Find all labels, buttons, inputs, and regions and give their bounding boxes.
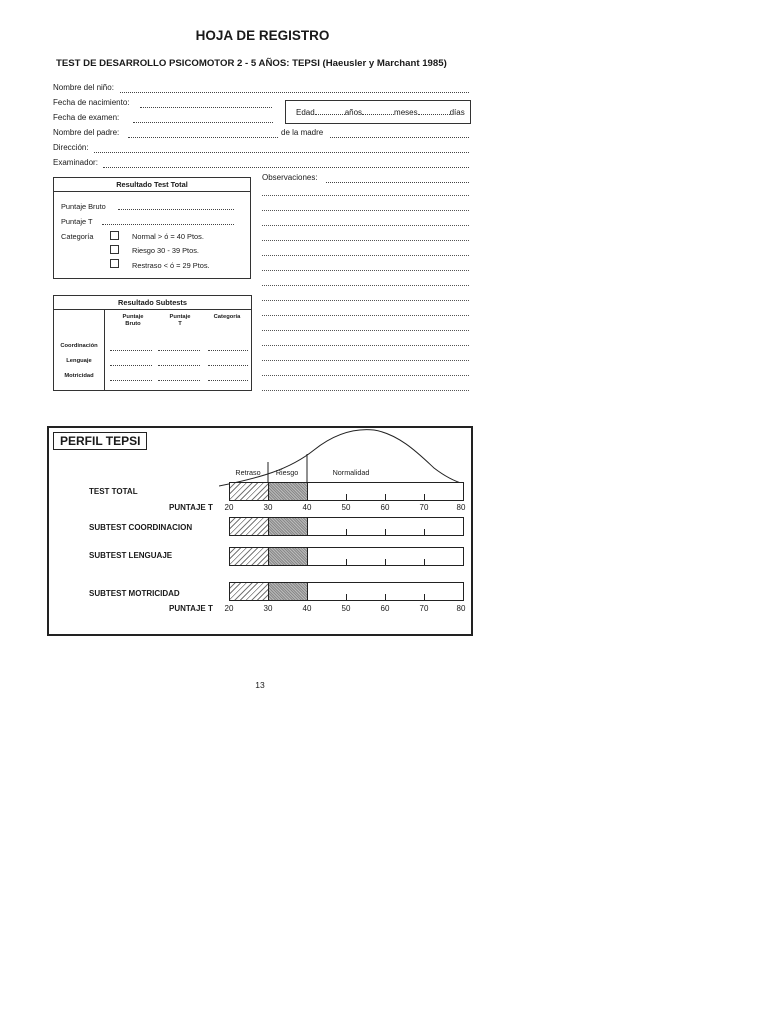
meses-label: meses xyxy=(394,108,418,117)
puntaje-bruto-line[interactable] xyxy=(118,201,234,210)
motricidad-t-line[interactable] xyxy=(158,372,200,381)
observaciones-line-6[interactable] xyxy=(262,269,469,271)
col-puntaje-t-line2: T xyxy=(178,321,182,327)
row-lenguaje-label: Lenguaje xyxy=(66,358,92,364)
record-sheet-page xyxy=(0,0,540,705)
bar-motricidad[interactable] xyxy=(229,582,464,601)
field-nombre-nino-label: Nombre del niño: xyxy=(53,83,114,92)
observaciones-line-13[interactable] xyxy=(262,374,469,376)
field-nombre-nino-line[interactable] xyxy=(120,84,469,93)
axis-bottom-60: 60 xyxy=(380,604,390,613)
axis-top-60: 60 xyxy=(380,503,390,512)
tick-50 xyxy=(346,594,347,600)
axis-bottom-80: 80 xyxy=(456,604,466,613)
perfil-tepsi-title: PERFIL TEPSI xyxy=(53,432,147,450)
observaciones-line-1[interactable] xyxy=(262,194,469,196)
motricidad-categoria-line[interactable] xyxy=(208,372,248,381)
lenguaje-categoria-line[interactable] xyxy=(208,357,248,366)
axis-top-50: 50 xyxy=(341,503,351,512)
field-nombre-padre-label: Nombre del padre: xyxy=(53,128,120,137)
page-subtitle: TEST DE DESARROLLO PSICOMOTOR 2 - 5 AÑOS: TEPSI (Haeusler y Marchant 1985) xyxy=(56,58,447,69)
anos-label: años xyxy=(344,108,363,117)
resultado-subtests-header: Resultado Subtests xyxy=(54,298,251,310)
edad-box xyxy=(285,100,471,124)
field-direccion-line[interactable] xyxy=(94,144,469,153)
axis-bottom-30: 30 xyxy=(263,604,273,613)
bar-coordinacion-riesgo xyxy=(269,518,308,535)
tick-60 xyxy=(385,494,386,500)
tick-50 xyxy=(346,494,347,500)
puntaje-bruto-label: Puntaje Bruto xyxy=(61,202,106,211)
axis-top-80: 80 xyxy=(456,503,466,512)
riesgo-checkbox[interactable] xyxy=(110,245,119,254)
tick-70 xyxy=(424,494,425,500)
subtest-motricidad-label: SUBTEST MOTRICIDAD xyxy=(89,589,180,598)
normalidad-zone-label: Normalidad xyxy=(332,468,370,477)
field-fecha-examen-line[interactable] xyxy=(133,114,273,123)
bar-test-total-riesgo xyxy=(269,483,308,500)
subtests-column-divider xyxy=(104,310,105,390)
axis-bottom-70: 70 xyxy=(419,604,429,613)
edad-fields xyxy=(296,107,465,117)
col-puntaje-bruto-line1: Puntaje xyxy=(122,314,144,320)
row-coordinacion-label: Coordinación xyxy=(60,343,98,349)
tick-70 xyxy=(424,559,425,565)
puntaje-t-axis-label-bottom: PUNTAJE T xyxy=(169,604,213,613)
field-examinador-line[interactable] xyxy=(103,159,469,168)
test-total-label: TEST TOTAL xyxy=(89,487,138,496)
puntaje-t-axis-label-top: PUNTAJE T xyxy=(169,503,213,512)
observaciones-line-10[interactable] xyxy=(262,329,469,331)
subtest-coordinacion-label: SUBTEST COORDINACION xyxy=(89,523,193,532)
edad-line[interactable] xyxy=(315,107,345,115)
axis-top-70: 70 xyxy=(419,503,429,512)
categoria-label: Categoría xyxy=(61,232,94,241)
axis-top-30: 30 xyxy=(263,503,273,512)
tick-50 xyxy=(346,529,347,535)
coordinacion-categoria-line[interactable] xyxy=(208,342,248,351)
lenguaje-t-line[interactable] xyxy=(158,357,200,366)
observaciones-line-0[interactable] xyxy=(326,174,469,183)
tick-60 xyxy=(385,559,386,565)
edad-label: Edad xyxy=(296,108,315,117)
field-madre-line[interactable] xyxy=(330,129,469,138)
observaciones-line-2[interactable] xyxy=(262,209,469,211)
axis-bottom-20: 20 xyxy=(224,604,234,613)
observaciones-line-11[interactable] xyxy=(262,344,469,346)
coordinacion-t-line[interactable] xyxy=(158,342,200,351)
subtest-lenguaje-label: SUBTEST LENGUAJE xyxy=(89,551,173,560)
normal-checkbox[interactable] xyxy=(110,231,119,240)
field-fecha-nacimiento-label: Fecha de nacimiento: xyxy=(53,98,130,107)
riesgo-label: Riesgo 30 - 39 Ptos. xyxy=(132,246,199,255)
observaciones-line-7[interactable] xyxy=(262,284,469,286)
observaciones-line-3[interactable] xyxy=(262,224,469,226)
resultado-subtests-box xyxy=(53,295,252,391)
observaciones-line-8[interactable] xyxy=(262,299,469,301)
riesgo-zone-label: Riesgo xyxy=(275,468,299,477)
tick-70 xyxy=(424,529,425,535)
tick-60 xyxy=(385,594,386,600)
perfil-tepsi-box xyxy=(47,426,473,636)
resultado-test-total-header: Resultado Test Total xyxy=(54,180,250,192)
row-motricidad-label: Motricidad xyxy=(64,373,94,379)
observaciones-line-14[interactable] xyxy=(262,389,469,391)
tick-70 xyxy=(424,594,425,600)
col-categoria-header: Categoría xyxy=(213,314,241,320)
normal-label: Normal > ó = 40 Ptos. xyxy=(132,232,204,241)
bar-lenguaje[interactable] xyxy=(229,547,464,566)
tick-60 xyxy=(385,529,386,535)
bar-test-total-retraso xyxy=(230,483,269,500)
retraso-zone-label: Retraso xyxy=(235,468,261,477)
axis-bottom-40: 40 xyxy=(302,604,312,613)
field-fecha-examen-label: Fecha de examen: xyxy=(53,113,120,122)
bar-lenguaje-retraso xyxy=(230,548,269,565)
field-examinador-label: Examinador: xyxy=(53,158,98,167)
field-direccion-label: Dirección: xyxy=(53,143,89,152)
puntaje-t-label: Puntaje T xyxy=(61,217,93,226)
lenguaje-bruto-line[interactable] xyxy=(110,357,152,366)
page-number: 13 xyxy=(255,680,265,690)
bar-test-total[interactable] xyxy=(229,482,464,501)
axis-top-20: 20 xyxy=(224,503,234,512)
col-puntaje-bruto-line2: Bruto xyxy=(125,321,141,327)
observaciones-line-5[interactable] xyxy=(262,254,469,256)
observaciones-line-4[interactable] xyxy=(262,239,469,241)
page-title: HOJA DE REGISTRO xyxy=(195,28,330,43)
bar-coordinacion[interactable] xyxy=(229,517,464,536)
anos-line[interactable] xyxy=(362,107,394,115)
bar-motricidad-retraso xyxy=(230,583,269,600)
field-nombre-padre-line[interactable] xyxy=(128,129,278,138)
col-puntaje-t-header xyxy=(159,314,201,328)
field-madre-label: de la madre xyxy=(281,128,324,137)
coordinacion-bruto-line[interactable] xyxy=(110,342,152,351)
col-puntaje-t-line1: Puntaje xyxy=(169,314,191,320)
retraso-label: Restraso < ó = 29 Ptos. xyxy=(132,261,210,270)
dias-label: días xyxy=(449,108,465,117)
field-fecha-nacimiento-line[interactable] xyxy=(140,99,272,108)
meses-line[interactable] xyxy=(418,107,450,115)
bar-motricidad-riesgo xyxy=(269,583,308,600)
observaciones-label: Observaciones: xyxy=(262,173,318,182)
resultado-test-total-box xyxy=(53,177,251,279)
bar-lenguaje-riesgo xyxy=(269,548,308,565)
tick-50 xyxy=(346,559,347,565)
motricidad-bruto-line[interactable] xyxy=(110,372,152,381)
axis-top-40: 40 xyxy=(302,503,312,512)
col-puntaje-bruto-header xyxy=(112,314,154,328)
puntaje-t-line[interactable] xyxy=(102,216,234,225)
bar-coordinacion-retraso xyxy=(230,518,269,535)
observaciones-line-9[interactable] xyxy=(262,314,469,316)
retraso-checkbox[interactable] xyxy=(110,259,119,268)
observaciones-line-12[interactable] xyxy=(262,359,469,361)
normal-curve xyxy=(219,428,469,488)
axis-bottom-50: 50 xyxy=(341,604,351,613)
